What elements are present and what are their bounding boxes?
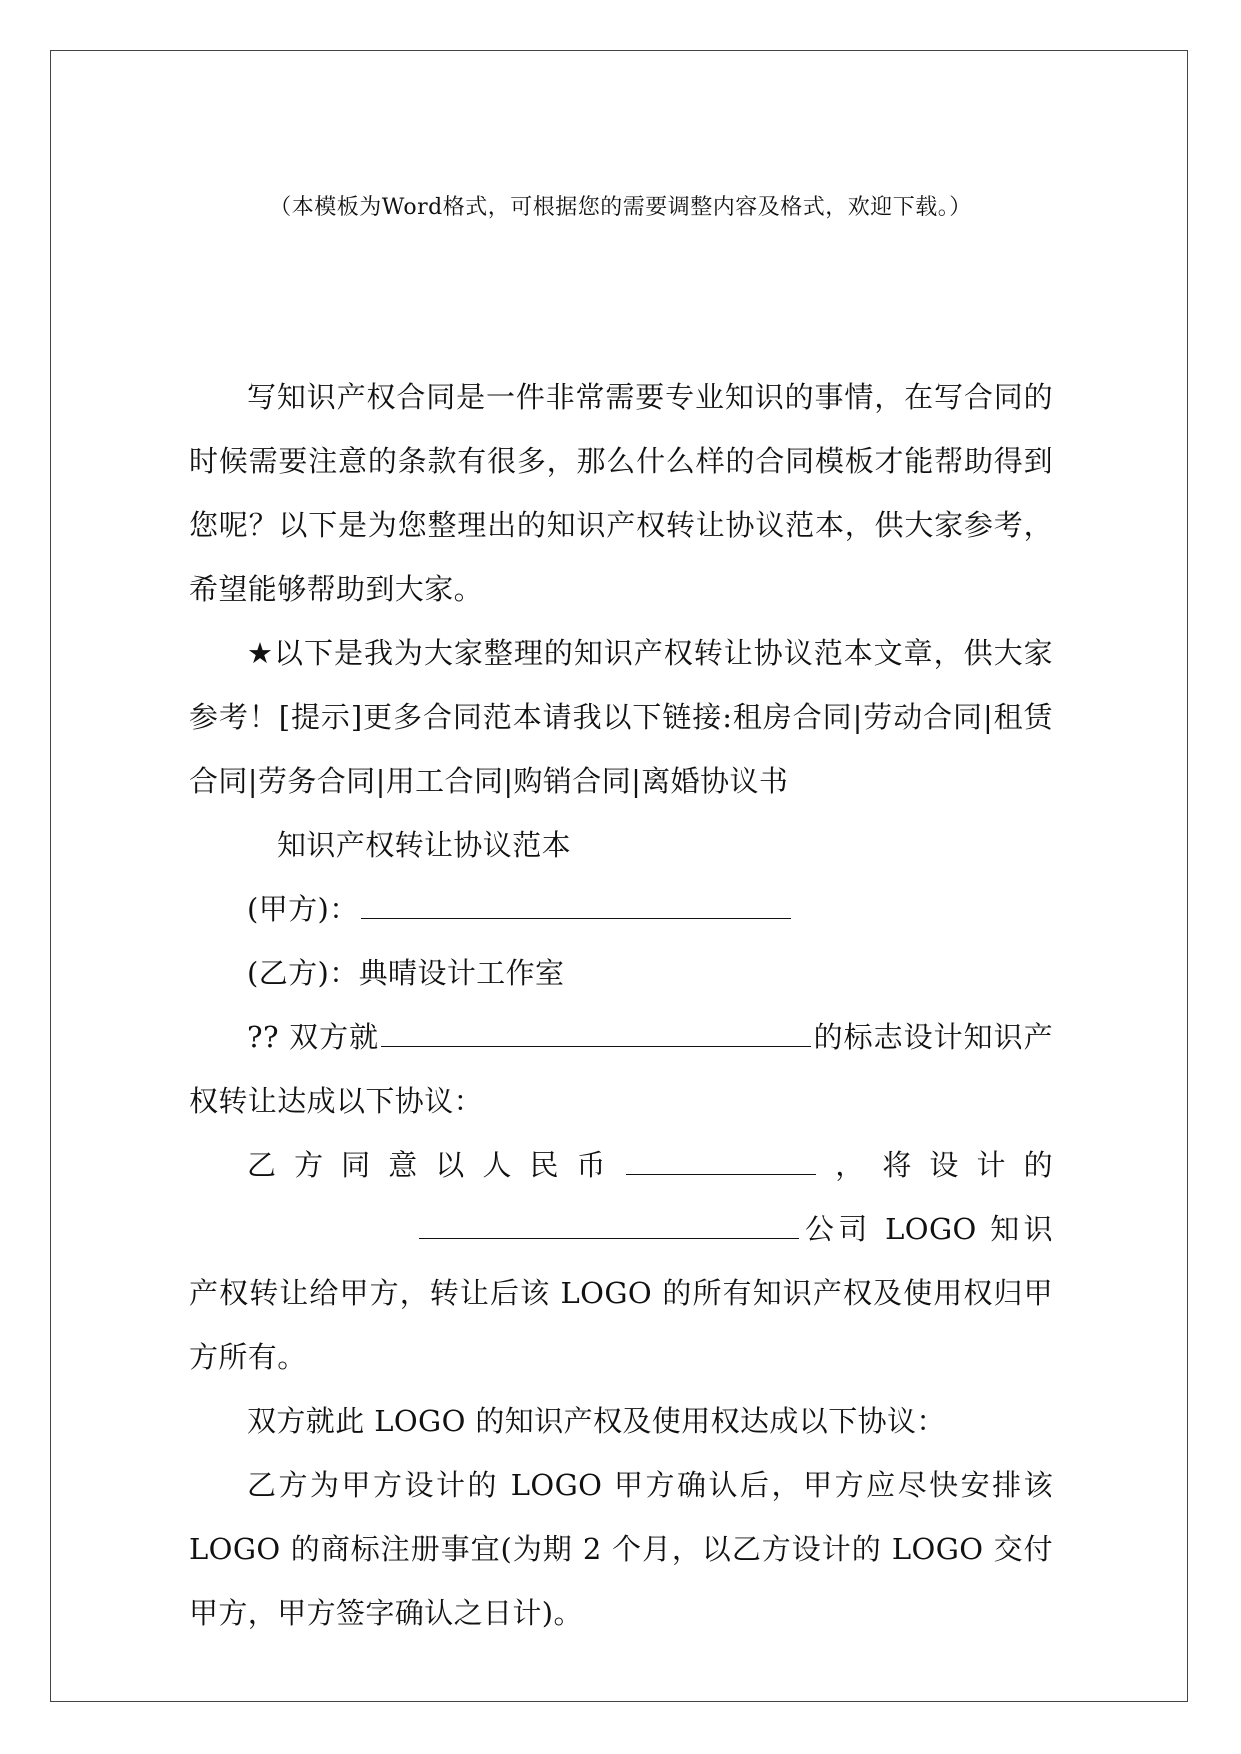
notice-paragraph bbox=[189, 621, 1053, 813]
intro-paragraph: 写知识产权合同是一件非常需要专业知识的事情，在写合同的时候需要注意的条款有很多，那么什么样的合同模板才能帮助得到您呢？以下是为您整理出的知识产权转让协议范本，供大家参考，希望能够帮助到大家。 bbox=[189, 380, 1053, 606]
price-clause-paragraph bbox=[189, 1133, 1053, 1389]
party-a-blank[interactable] bbox=[361, 896, 791, 919]
party-b-label: (乙方)： bbox=[247, 956, 359, 990]
agreement-on-paragraph bbox=[189, 1005, 1053, 1133]
logo-subject-blank[interactable] bbox=[381, 1024, 811, 1047]
document-title: 知识产权转让协议范本 bbox=[277, 828, 572, 862]
notice-text: 以下是我为大家整理的知识产权转让协议范本文章，供大家参考！[提示]更多合同范本请我以下链接:租房合同|劳动合同|租赁合同|劳务合同|用工合同|购销合同|离婚协议书 bbox=[189, 636, 1053, 798]
party-a-line bbox=[189, 877, 1053, 941]
price-clause-prefix: 乙方同意以人民币 bbox=[247, 1148, 624, 1182]
agreement-on-prefix: ?? 双方就 bbox=[247, 1020, 380, 1054]
template-note: （本模板为Word格式，可根据您的需要调整内容及格式，欢迎下载。） bbox=[269, 195, 972, 220]
agreement-on-suffix: 的标志设计知识产权转让达成以下协议： bbox=[189, 1020, 1053, 1118]
party-a-label: (甲方)： bbox=[247, 892, 359, 926]
price-clause-middle: ，将设计的 bbox=[817, 1148, 1053, 1182]
trademark-clause-paragraph: 乙方为甲方设计的 LOGO 甲方确认后，甲方应尽快安排该 LOGO 的商标注册事宜(为期 2 个月，以乙方设计的 LOGO 交付甲方，甲方签字确认之日计)。 bbox=[189, 1468, 1053, 1630]
amount-blank[interactable] bbox=[626, 1152, 816, 1175]
company-name-blank[interactable] bbox=[419, 1216, 799, 1239]
usage-clause-paragraph: 双方就此 LOGO 的知识产权及使用权达成以下协议： bbox=[247, 1404, 946, 1438]
star-icon: ★ bbox=[247, 636, 274, 670]
document-body bbox=[189, 365, 1053, 1645]
party-b-line bbox=[189, 941, 1053, 1005]
party-b-value: 典晴设计工作室 bbox=[358, 956, 565, 990]
price-clause-suffix: 公司 LOGO 知识产权转让给甲方，转让后该 LOGO 的所有知识产权及使用权归甲方所有。 bbox=[189, 1212, 1053, 1374]
